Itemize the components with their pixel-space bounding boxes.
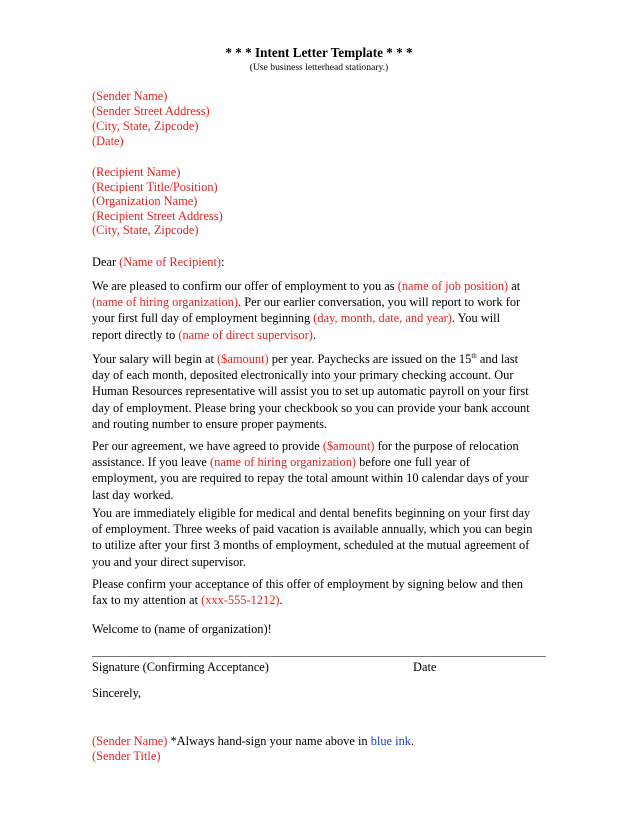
page-subtitle: (Use business letterhead stationary.) [249, 62, 389, 73]
page-title: * * * Intent Letter Template * * * [225, 45, 413, 60]
sender-date: (Date) [92, 134, 124, 148]
signature-line [92, 656, 546, 657]
signoff-line: (Sender Name) *Always hand-sign your name above in blue ink. [92, 734, 415, 748]
recipient-name-placeholder: (Name of Recipient) [119, 255, 222, 269]
recipient-street: (Recipient Street Address) [92, 209, 223, 223]
fax-number-placeholder: (xxx-555-1212) [201, 593, 280, 608]
hiring-organization-placeholder: (name of hiring organization) [92, 295, 239, 310]
salutation: Dear (Name of Recipient): [92, 255, 225, 269]
paragraph-relocation: Per our agreement, we have agreed to provide ($amount) for the purpose of relocation assistance. If you leave (name of hiring organization) before one full year of employment, you are required to repay the total amount within 10 calendar days of your last day worked. [92, 439, 529, 502]
signature-label: Signature (Confirming Acceptance) [92, 660, 269, 674]
hiring-organization-placeholder-2: (name of hiring organization) [210, 455, 357, 470]
sender-name-placeholder: (Sender Name) [92, 734, 168, 748]
paragraph-confirm: Please confirm your acceptance of this offer of employment by signing below and then fax to my attention at (xxx-555-1212). [92, 577, 523, 608]
sender-name: (Sender Name) [92, 89, 168, 103]
recipient-title: (Recipient Title/Position) [92, 180, 218, 194]
relocation-amount-placeholder: ($amount) [322, 439, 375, 453]
job-position-placeholder: (name of job position) [397, 279, 509, 293]
blue-ink-note: blue ink [370, 734, 411, 748]
sender-title-placeholder: (Sender Title) [92, 749, 161, 763]
recipient-organization: (Organization Name) [92, 194, 198, 208]
closing: Sincerely, [92, 686, 142, 700]
sender-street: (Sender Street Address) [92, 104, 210, 118]
recipient-name: (Recipient Name) [92, 165, 181, 179]
paragraph-salary: Your salary will begin at ($amount) per year. Paychecks are issued on the 15th and last day of each month, deposited electronically into your primary checking account. Our Human Resources representative will assist you to set up automatic payroll on your first day of employment. Please bring your checkbook so you can provide your bank account and routing number to ensure proper payments. [92, 352, 530, 431]
paragraph-benefits: You are immediately eligible for medical and dental benefits beginning on your first day of employment. Three weeks of paid vacation is available annually, which you can begin to utilize after your first 3 months of employment, scheduled at the mutual agreement of you and your direct supervisor. [92, 506, 533, 569]
start-date-placeholder: (day, month, date, and year) [313, 311, 452, 326]
date-label: Date [413, 660, 437, 674]
sender-city: (City, State, Zipcode) [92, 119, 199, 133]
salary-amount-placeholder: ($amount) [217, 352, 269, 366]
welcome-line: Welcome to (name of organization)! [92, 622, 272, 636]
paragraph-offer: We are pleased to confirm our offer of employment to you as (name of job position) at (name of hiring organization). Per our earlier conversation, you will report to work for your first full day of employment beginning (day, month, date, and year). You will report directly to (name of direct supervisor). [92, 279, 521, 342]
supervisor-placeholder: (name of direct supervisor) [178, 327, 313, 342]
recipient-city: (City, State, Zipcode) [92, 223, 199, 237]
